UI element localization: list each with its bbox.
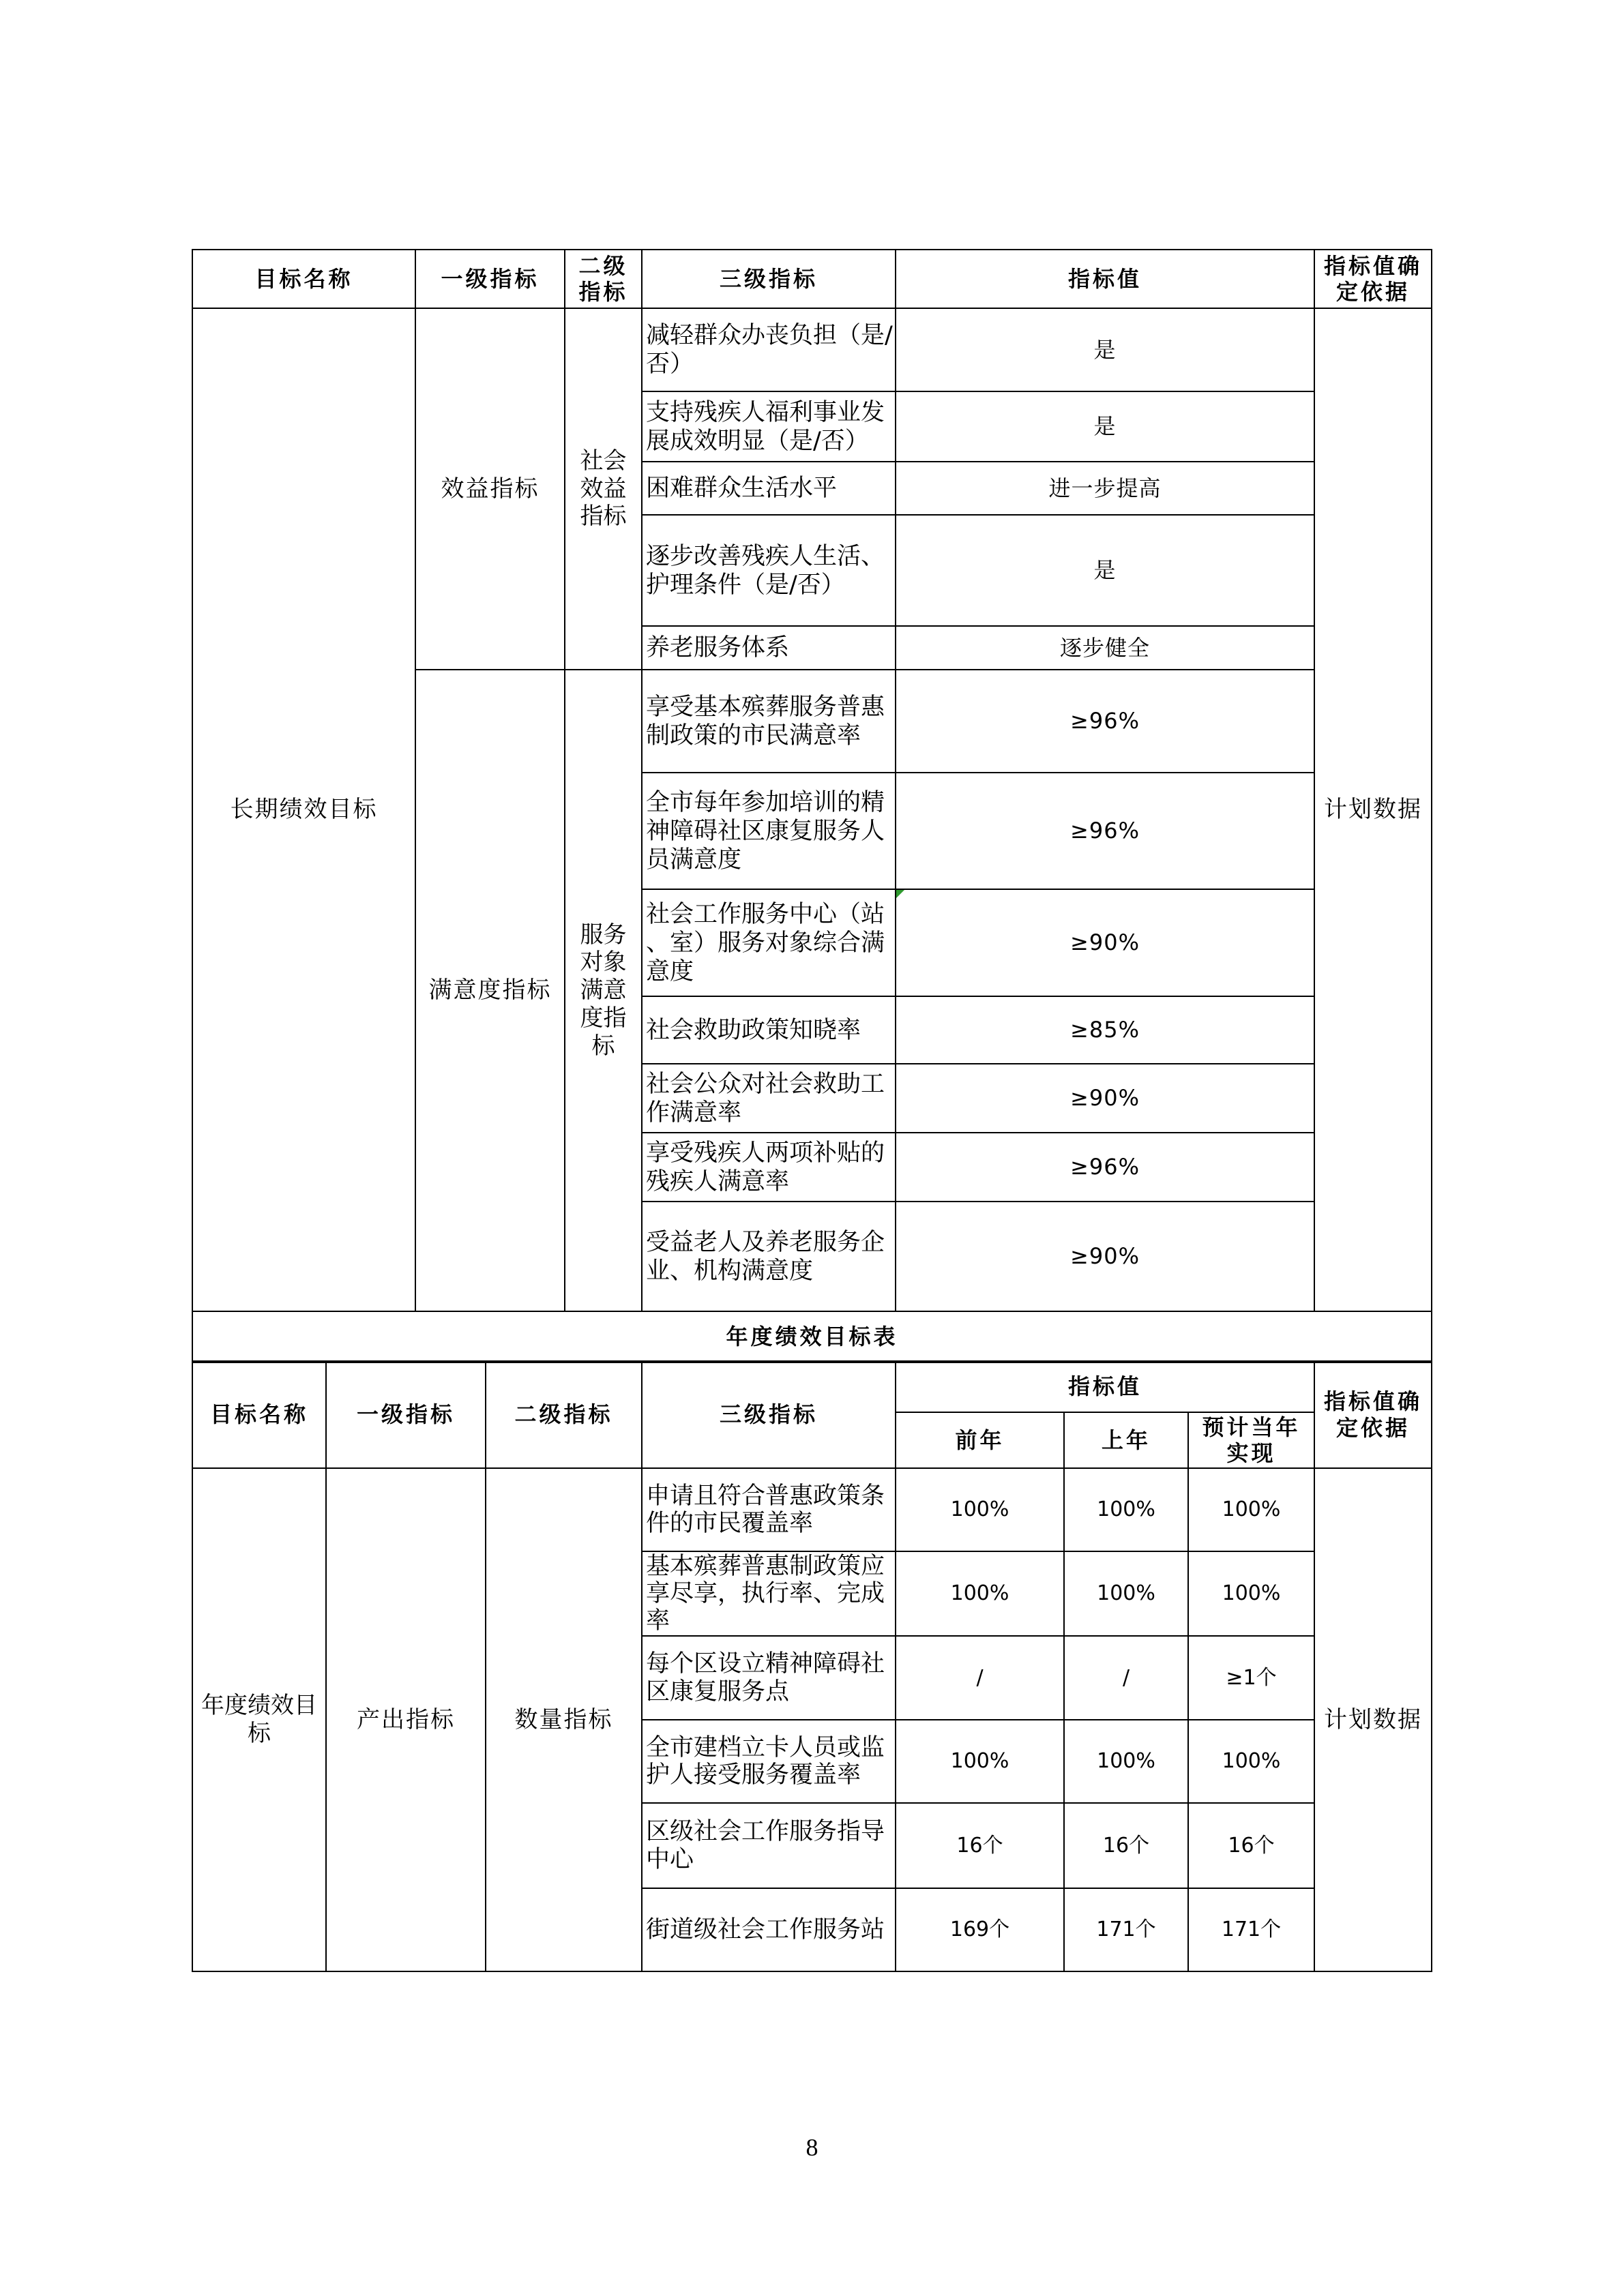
- value-last-year: 100%: [1064, 1468, 1188, 1551]
- value-cell: 逐步健全: [896, 626, 1314, 670]
- value-cell: [896, 889, 1314, 996]
- goal-name-cell: [192, 1468, 326, 1971]
- indicator-cell: 社会工作服务中心（站、室）服务对象综合满意度: [642, 889, 896, 996]
- value-expected-this-year: 171个: [1188, 1888, 1314, 1971]
- level2-social-benefit-label: 社会效益指标: [580, 447, 627, 531]
- indicator-cell: 社会救助政策知晓率: [642, 996, 896, 1064]
- indicator-cell: 全市每年参加培训的精神障碍社区康复服务人员满意度: [642, 773, 896, 889]
- indicator-cell: 街道级社会工作服务站: [642, 1888, 896, 1971]
- value-year-before-last: 169个: [896, 1888, 1064, 1971]
- header-value-basis: [1314, 1361, 1432, 1468]
- value-year-before-last: /: [896, 1636, 1064, 1720]
- indicator-cell: 申请且符合普惠政策条件的市民覆盖率: [642, 1468, 896, 1551]
- indicator-cell: 受益老人及养老服务企业、机构满意度: [642, 1202, 896, 1311]
- header-value-basis-label: 指标值确定依据: [1323, 252, 1422, 305]
- header-indicator-value: 指标值: [896, 250, 1314, 308]
- level2-social-benefit-cell: [565, 308, 642, 670]
- table-row: [192, 308, 1432, 391]
- level1-satisfaction-cell: 满意度指标: [415, 670, 565, 1311]
- value-last-year: /: [1064, 1636, 1188, 1720]
- header-level2-indicator: [565, 250, 642, 308]
- value-expected-this-year: 100%: [1188, 1468, 1314, 1551]
- value-last-year: 171个: [1064, 1888, 1188, 1971]
- value-last-year: 100%: [1064, 1720, 1188, 1803]
- value-cell: 是: [896, 308, 1314, 391]
- level1-output-cell: 产出指标: [326, 1468, 486, 1971]
- header-level2-label: 二级指标: [578, 252, 628, 305]
- header-year-before-last: 前年: [896, 1412, 1064, 1468]
- indicator-cell: 逐步改善残疾人生活、护理条件（是/否）: [642, 515, 896, 626]
- annual-table-title: 年度绩效目标表: [192, 1311, 1432, 1362]
- comment-marker-icon: [896, 890, 904, 898]
- header-goal-name: 目标名称: [192, 250, 415, 308]
- header-last-year: 上年: [1064, 1412, 1188, 1468]
- header-expected-this-year: [1188, 1412, 1314, 1468]
- value-cell: 是: [896, 515, 1314, 626]
- long-term-performance-table: [192, 249, 1432, 1363]
- indicator-cell: 区级社会工作服务指导中心: [642, 1803, 896, 1888]
- indicator-cell: 困难群众生活水平: [642, 462, 896, 515]
- value-year-before-last: 100%: [896, 1720, 1064, 1803]
- header-goal-name: 目标名称: [192, 1361, 326, 1468]
- indicator-cell: 养老服务体系: [642, 626, 896, 670]
- value-cell: ≥96%: [896, 670, 1314, 773]
- indicator-cell: 基本殡葬普惠制政策应享尽享，执行率、完成率: [642, 1551, 896, 1636]
- value-cell: ≥96%: [896, 1133, 1314, 1202]
- value-cell: ≥90%: [896, 1064, 1314, 1133]
- value-expected-this-year: 100%: [1188, 1720, 1314, 1803]
- level2-service-satisfaction-cell: [565, 670, 642, 1311]
- indicator-cell: 社会公众对社会救助工作满意率: [642, 1064, 896, 1133]
- header-level2-indicator: 二级指标: [486, 1361, 642, 1468]
- header-level1-indicator: 一级指标: [415, 250, 565, 308]
- goal-name-cell: 长期绩效目标: [192, 308, 415, 1311]
- value-cell: ≥90%: [896, 1202, 1314, 1311]
- indicator-cell: 享受残疾人两项补贴的残疾人满意率: [642, 1133, 896, 1202]
- header-expected-this-year-label: 预计当年实现: [1202, 1414, 1301, 1466]
- value-last-year: 100%: [1064, 1551, 1188, 1636]
- level1-benefit-cell: 效益指标: [415, 308, 565, 670]
- annual-title-row: [192, 1311, 1432, 1362]
- header-level1-indicator: 一级指标: [326, 1361, 486, 1468]
- value-cell: ≥85%: [896, 996, 1314, 1064]
- header-row: [192, 250, 1432, 308]
- header-value-basis: [1314, 250, 1432, 308]
- page-number: 8: [806, 2134, 818, 2161]
- indicator-cell: 享受基本殡葬服务普惠制政策的市民满意率: [642, 670, 896, 773]
- header-indicator-value: 指标值: [896, 1361, 1314, 1412]
- value-cell: 是: [896, 391, 1314, 462]
- indicator-cell: 全市建档立卡人员或监护人接受服务覆盖率: [642, 1720, 896, 1803]
- value-expected-this-year: ≥1个: [1188, 1636, 1314, 1720]
- indicator-cell: 减轻群众办丧负担（是/否）: [642, 308, 896, 391]
- value-text: ≥90%: [1070, 929, 1140, 956]
- value-year-before-last: 100%: [896, 1551, 1064, 1636]
- header-value-basis-label: 指标值确定依据: [1323, 1388, 1422, 1441]
- level2-service-satisfaction-label: 服务对象满意度指标: [580, 921, 627, 1060]
- value-cell: 进一步提高: [896, 462, 1314, 515]
- goal-name-label: 年度绩效目标: [201, 1692, 317, 1747]
- annual-performance-table: [192, 1360, 1432, 1972]
- header-level3-indicator: 三级指标: [642, 1361, 896, 1468]
- value-expected-this-year: 100%: [1188, 1551, 1314, 1636]
- table-row: [192, 1468, 1432, 1551]
- level2-quantity-cell: 数量指标: [486, 1468, 642, 1971]
- basis-cell: 计划数据: [1314, 1468, 1432, 1971]
- basis-cell: 计划数据: [1314, 308, 1432, 1311]
- indicator-cell: 每个区设立精神障碍社区康复服务点: [642, 1636, 896, 1720]
- value-last-year: 16个: [1064, 1803, 1188, 1888]
- value-expected-this-year: 16个: [1188, 1803, 1314, 1888]
- value-cell: ≥96%: [896, 773, 1314, 889]
- value-year-before-last: 16个: [896, 1803, 1064, 1888]
- header-level3-indicator: 三级指标: [642, 250, 896, 308]
- header-row: [192, 1361, 1432, 1412]
- indicator-cell: 支持残疾人福利事业发展成效明显（是/否）: [642, 391, 896, 462]
- value-year-before-last: 100%: [896, 1468, 1064, 1551]
